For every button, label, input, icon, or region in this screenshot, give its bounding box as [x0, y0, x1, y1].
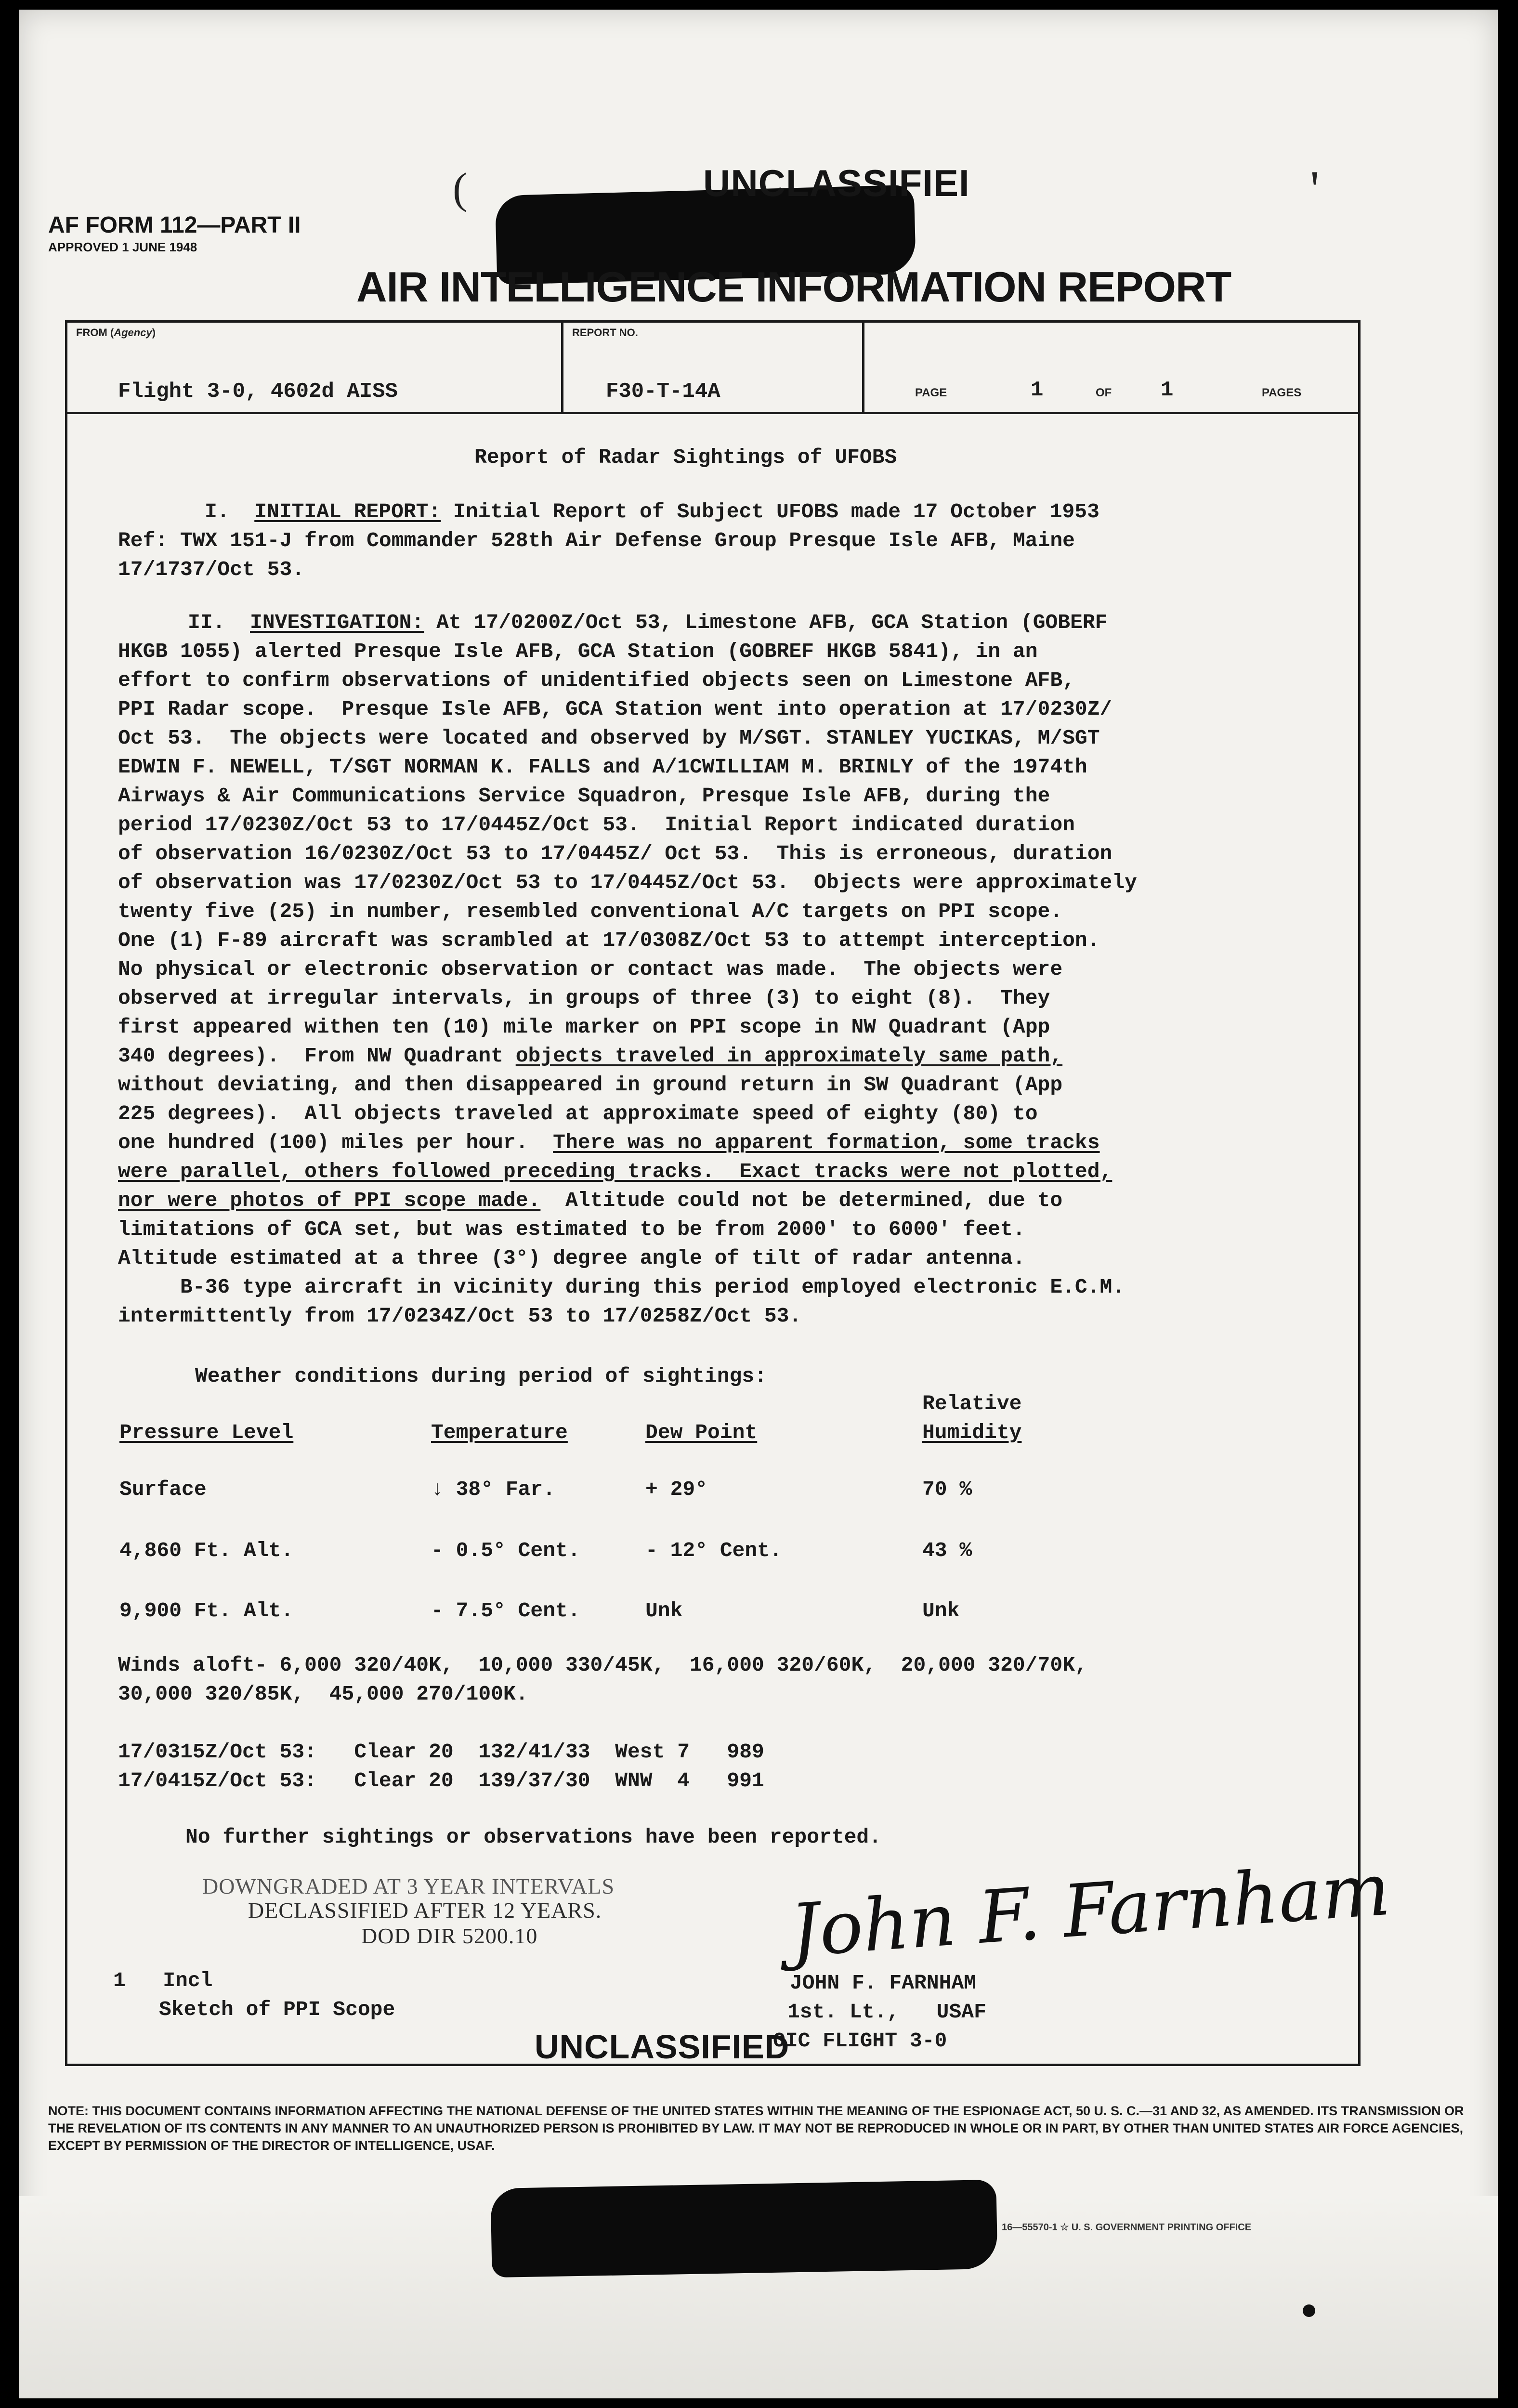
of-caption: OF	[1096, 386, 1112, 399]
table-cell: 70 %	[922, 1478, 972, 1501]
body-text-span: HKGB 1055) alerted Presque Isle AFB, GCA Station (GOBREF HKGB 5841), in an effort to confirm observations of unidentified objects seen on Limestone AFB, PPI Radar scope. Presque Isle AFB, GCA Station went into operation at 17/0230Z/ Oct 53. The objects were located and observed by M/SGT. STANLEY YUCIKAS, M/SGT EDWIN F. NEWELL, T/SGT NORMAN K. FALLS and A/1CWILLIAM M. BRINLY of the 1974th Airways & Air Communications Service Squadron, Presque Isle AFB, during the period 17/0230Z/Oct 53 to 17/0445Z/Oct 53. Initial Report indicated duration of observation 16/0230Z/Oct 53 to 17/0445Z/ Oct 53. This is erroneous, duration of observation was 17/0230Z/Oct 53 to 17/0445Z/Oct 53. Objects were approximately twenty five (25) in number, resembled conventional A/C targets on PPI scope. One (1) F-89 aircraft was scrambled at 17/0308Z/Oct 53 to attempt interception. No physical or electronic observation or contact was made. The objects were observed at irregular intervals, in groups of three (3) to eight (8). They first appeared withen ten (10) mile marker on PPI scope in NW Quadrant (App 340 degrees). From NW Quadrant	[118, 640, 1137, 1068]
note-text: THIS DOCUMENT CONTAINS INFORMATION AFFECTING THE NATIONAL DEFENSE OF THE UNITED STATES WITHIN THE MEANING OF THE ESPIONAGE ACT, 50 U. S. C.—31 AND 32, AS AMENDED. ITS TRANSMISSION OR THE REVELATION OF ITS CONTENTS IN ANY MANNER TO AN UNAUTHORIZED PERSON IS PROHIBITED BY LAW. IT MAY NOT BE REPRODUCED IN WHOLE OR IN PART, BY OTHER THAN UNITED STATES AIR FORCE AGENCIES, EXCEPT BY PERMISSION OF THE DIRECTOR OF INTELLIGENCE, USAF.	[48, 2104, 1464, 2153]
table-cell: 43 %	[922, 1539, 972, 1562]
report-subject: Report of Radar Sightings of UFOBS	[474, 445, 897, 469]
weather-intro: Weather conditions during period of sightings:	[195, 1364, 767, 1388]
body-text-span: without deviating, and then disappeared in ground return in SW Quadrant (App 225 degrees). All objects traveled at approximate speed of eighty (80) to one hundred (100) miles per hour.	[118, 1073, 1063, 1154]
stray-mark: (	[453, 165, 467, 212]
table-cell: 4,860 Ft. Alt.	[119, 1539, 294, 1562]
section-text: At 17/0200Z/Oct 53, Limestone AFB, GCA Station (GOBERF	[424, 611, 1108, 634]
of-value: 1	[1161, 378, 1174, 402]
enclosure-count: 1 Incl	[113, 1969, 213, 1992]
section-1-first-line	[205, 497, 1099, 526]
section-heading: INITIAL REPORT:	[254, 500, 441, 523]
printer-imprint: 16—55570-1 ☆ U. S. GOVERNMENT PRINTING OFFICE	[1002, 2222, 1252, 2233]
classification-bottom: UNCLASSIFIED	[535, 2028, 790, 2066]
stray-mark: '	[1310, 160, 1320, 219]
section-number: I.	[205, 500, 230, 523]
enclosure-item: Sketch of PPI Scope	[159, 1998, 395, 2021]
humidity-header-prefix: Relative	[922, 1392, 1022, 1415]
note-label: NOTE:	[48, 2104, 89, 2118]
observation-line: 17/0315Z/Oct 53: Clear 20 132/41/33 West 7 989	[118, 1740, 764, 1764]
section-number: II.	[188, 611, 225, 634]
table-cell: - 0.5° Cent.	[431, 1539, 580, 1562]
weather-col-header: Humidity	[922, 1421, 1022, 1444]
observation-line: 17/0415Z/Oct 53: Clear 20 139/37/30 WNW 4 991	[118, 1769, 764, 1793]
table-cell: - 12° Cent.	[645, 1539, 782, 1562]
form-approved-date: APPROVED 1 JUNE 1948	[48, 240, 197, 254]
section-heading: INVESTIGATION:	[250, 611, 424, 634]
closing-statement: No further sightings or observations have been reported.	[185, 1825, 882, 1849]
signature-script: John F. Farnham	[787, 1847, 1393, 1974]
table-cell: 9,900 Ft. Alt.	[119, 1599, 294, 1623]
body-text-span: Altitude could not be determined, due to limitations of GCA set, but was estimated to be from 2000' to 6000' feet. Altitude estimated at a three (3°) degree angle of tilt of radar antenna. B-36 type aircraft in vicinity during this period employed electronic E.C.M. intermittently from 17/0234Z/Oct 53 to 17/0258Z/Oct 53.	[118, 1189, 1125, 1328]
table-cell: - 7.5° Cent.	[431, 1599, 580, 1623]
table-cell: + 29°	[645, 1478, 708, 1501]
dod-directive-stamp: DOD DIR 5200.10	[361, 1924, 538, 1948]
downgrade-stamp: DOWNGRADED AT 3 YEAR INTERVALS	[202, 1874, 615, 1898]
from-caption: FROM (Agency)	[76, 327, 156, 339]
punch-mark	[1303, 2304, 1315, 2317]
underlined-text: There was no apparent formation, some tracks were parallel, others followed preceding tracks. Exact tracks were not plotted, nor were photos of PPI scope made.	[118, 1131, 1112, 1212]
table-cell: ↓ 38° Far.	[431, 1478, 556, 1501]
pages-caption: PAGES	[1262, 386, 1302, 399]
declassified-stamp: DECLASSIFIED AFTER 12 YEARS.	[248, 1898, 602, 1923]
form-id: AF FORM 112—PART II	[48, 212, 301, 238]
report-no-caption: REPORT NO.	[572, 327, 638, 339]
table-cell: Unk	[922, 1599, 960, 1623]
classification-top: UNCLASSIFIEI	[703, 162, 970, 204]
winds-aloft: Winds aloft- 6,000 320/40K, 10,000 330/45K, 16,000 320/60K, 20,000 320/70K, 30,000 320/85K, 45,000 270/100K.	[118, 1653, 1087, 1706]
report-no-value: F30-T-14A	[606, 380, 720, 404]
espionage-act-notice	[48, 2102, 1474, 2154]
weather-col-header: Temperature	[431, 1421, 568, 1444]
from-value: Flight 3-0, 4602d AISS	[118, 380, 398, 404]
section-2-first-line	[188, 608, 1108, 637]
field-divider	[561, 320, 563, 412]
table-cell: Surface	[119, 1478, 207, 1501]
field-divider	[862, 320, 864, 412]
section-2-body	[118, 637, 1137, 1331]
signer-rank: 1st. Lt., USAF	[787, 2000, 986, 2024]
underlined-text: objects traveled in approximately same path,	[515, 1044, 1063, 1068]
weather-col-header: Pressure Level	[119, 1421, 294, 1444]
report-title: AIR INTELLIGENCE INFORMATION REPORT	[356, 263, 1231, 311]
weather-col-header: Dew Point	[645, 1421, 758, 1444]
redaction-blot	[490, 2180, 997, 2277]
page-value: 1	[1031, 378, 1044, 402]
section-1-reference: Ref: TWX 151-J from Commander 528th Air Defense Group Presque Isle AFB, Maine 17/1737/Oct 53.	[118, 529, 1075, 581]
page-caption: PAGE	[915, 386, 947, 399]
table-cell: Unk	[645, 1599, 683, 1623]
signer-unit: OIC FLIGHT 3-0	[773, 2029, 947, 2053]
section-text: Initial Report of Subject UFOBS made 17 October 1953	[441, 500, 1099, 523]
signer-name: JOHN F. FARNHAM	[790, 1971, 977, 1995]
